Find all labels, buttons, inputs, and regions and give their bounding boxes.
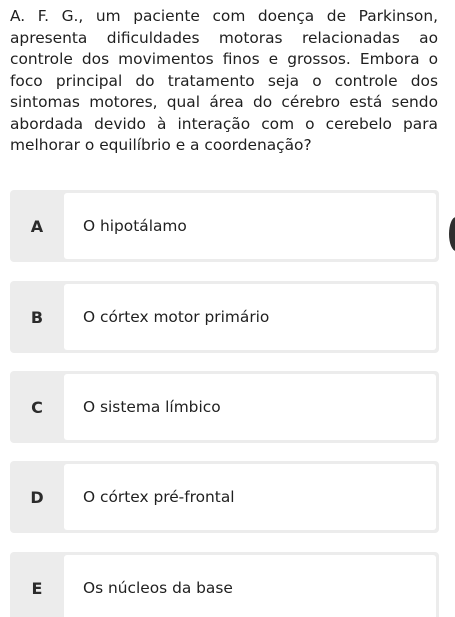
answer-options: [10, 190, 439, 617]
option-a[interactable]: [10, 190, 439, 262]
option-content: [64, 284, 436, 350]
option-d[interactable]: [10, 461, 439, 533]
question-text: A. F. G., um paciente com doença de Parkinson, apresenta dificuldades motoras relacionadas ao controle dos movimentos finos e grossos. Embora o foco principal do tratamento seja o controle dos sintomas motores, qual área do cérebro está sendo abordada devido à interação com o cerebelo para melhorar o equilíbrio e a coordenação?: [10, 7, 438, 154]
option-text: O córtex motor primário: [83, 308, 270, 326]
option-content: [64, 374, 436, 440]
option-text: O sistema límbico: [83, 398, 221, 416]
option-letter: C: [31, 397, 43, 417]
side-panel-handle-icon[interactable]: [449, 217, 455, 251]
option-e[interactable]: [10, 552, 439, 617]
option-content: [64, 464, 436, 530]
option-c[interactable]: [10, 371, 439, 443]
option-text: Os núcleos da base: [83, 579, 233, 597]
option-content: [64, 555, 436, 617]
option-text: O córtex pré-frontal: [83, 488, 235, 506]
option-letter: D: [30, 487, 44, 507]
option-text: O hipotálamo: [83, 217, 187, 235]
option-letter: B: [30, 307, 44, 327]
option-content: [64, 193, 436, 259]
option-b[interactable]: [10, 281, 439, 353]
option-letter: E: [31, 578, 43, 598]
option-letter: A: [30, 216, 44, 236]
